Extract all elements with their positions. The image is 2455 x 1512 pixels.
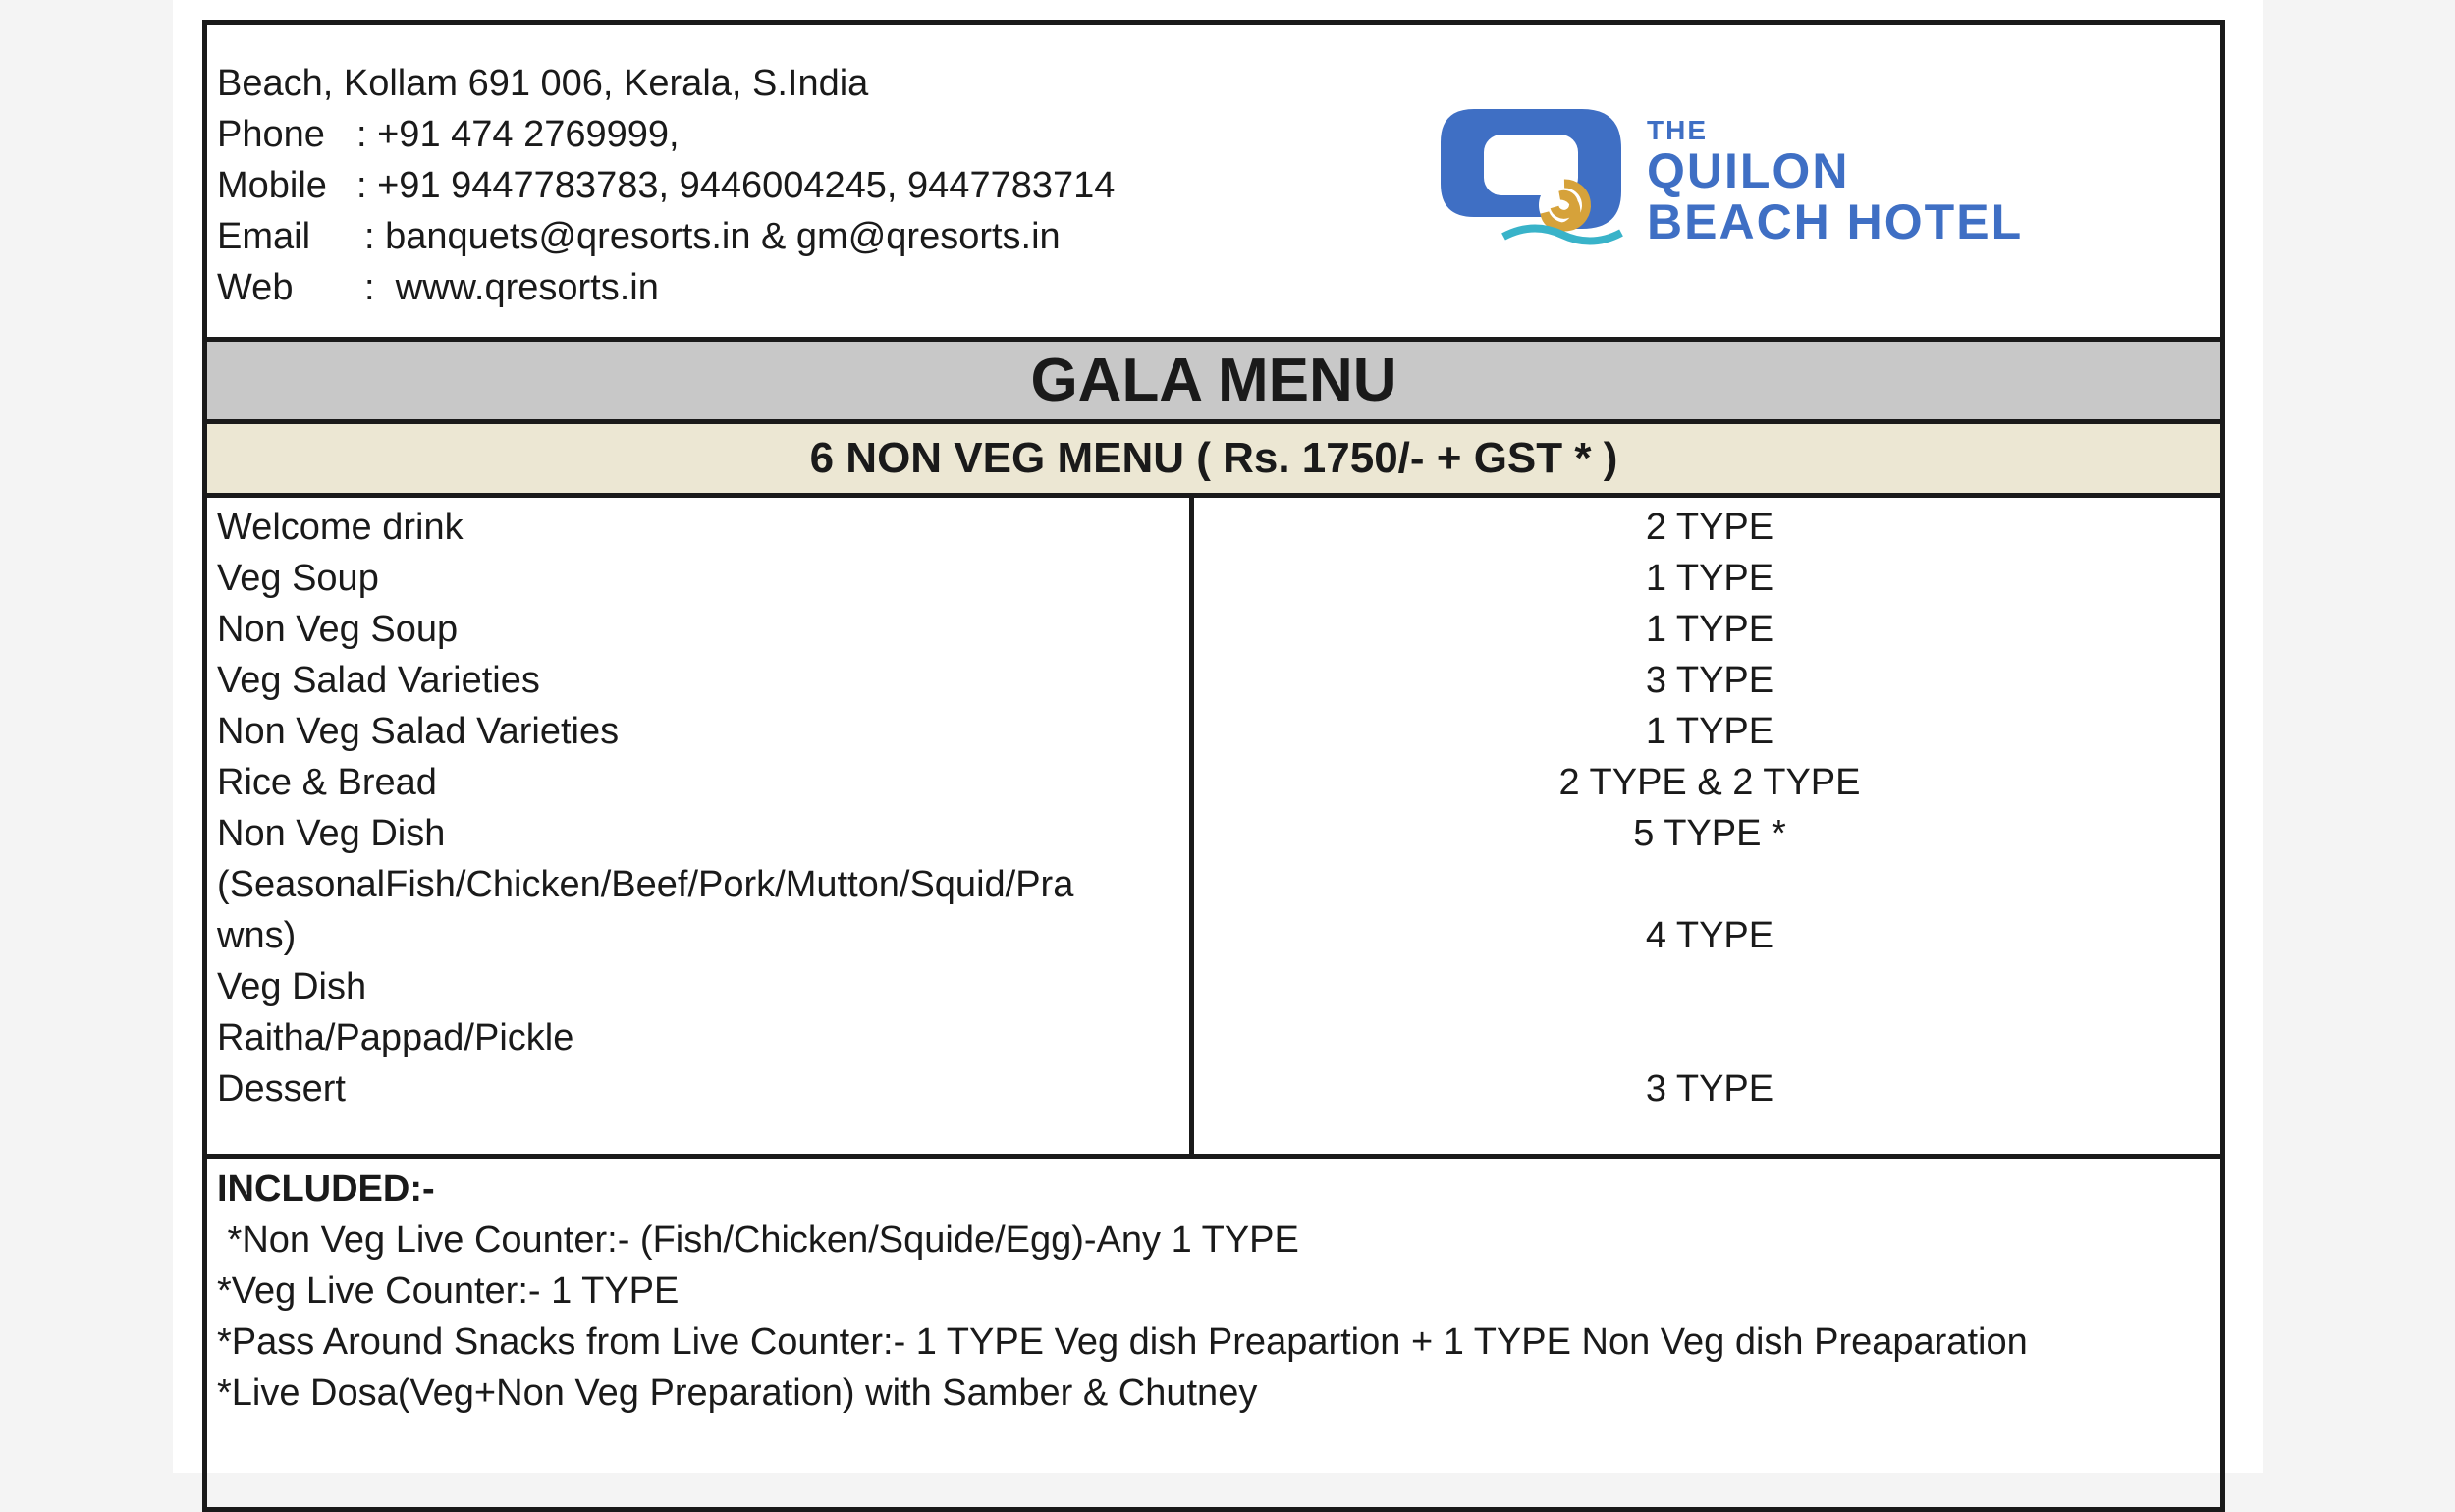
logo-the: THE: [1647, 115, 1708, 145]
email-line: [217, 211, 1115, 262]
menu-quantity: 3 TYPE: [1645, 660, 1774, 701]
email-value: : banquets@qresorts.in & gm@qresorts.in: [364, 216, 1061, 257]
contact-block: [217, 58, 1115, 313]
menu-quantity: 3 TYPE: [1645, 1068, 1774, 1109]
menu-item: Non Veg Soup: [217, 609, 459, 650]
menu-item: Non Veg Salad Varieties: [217, 711, 620, 752]
included-line: *Non Veg Live Counter:- (Fish/Chicken/Squide/Egg)-Any 1 TYPE: [217, 1219, 1299, 1261]
menu-quantity: 4 TYPE: [1645, 915, 1774, 956]
logo-line1: QUILON: [1647, 143, 1850, 198]
menu-item: Veg Soup: [217, 558, 379, 599]
menu-subtitle: 6 NON VEG MENU ( Rs. 1750/- + GST * ): [207, 424, 2220, 498]
included-line: *Veg Live Counter:- 1 TYPE: [217, 1270, 680, 1312]
menu-item: Welcome drink: [217, 507, 464, 548]
included-title: INCLUDED:-: [217, 1168, 435, 1210]
web-line: [217, 262, 1115, 313]
menu-item: Non Veg Dish: [217, 813, 446, 854]
mobile-line: [217, 160, 1115, 211]
menu-quantity: 1 TYPE: [1645, 609, 1774, 650]
phone-line: [217, 109, 1115, 160]
q-shell-logo-icon: [1435, 101, 1631, 248]
included-line: *Live Dosa(Veg+Non Veg Preparation) with Samber & Chutney: [217, 1373, 1258, 1414]
phone-value: : +91 474 2769999,: [356, 114, 680, 155]
menu-title: GALA MENU: [207, 342, 2220, 424]
menu-item: Veg Dish: [217, 966, 367, 1007]
mobile-label: Mobile: [217, 165, 327, 206]
menu-item: Dessert: [217, 1068, 346, 1109]
email-label: Email: [217, 216, 311, 257]
web-value: : www.qresorts.in: [364, 267, 659, 308]
hotel-logo: [1435, 101, 2142, 258]
menu-item: wns): [217, 915, 297, 956]
menu-item: (SeasonalFish/Chicken/Beef/Pork/Mutton/Squid/Pra: [217, 864, 1074, 905]
logo-line2: BEACH HOTEL: [1647, 194, 2024, 249]
menu-quantity: 2 TYPE: [1645, 507, 1774, 548]
menu-quantity: 2 TYPE & 2 TYPE: [1558, 762, 1861, 803]
menu-quantity: 1 TYPE: [1645, 711, 1774, 752]
mobile-value: : +91 9447783783, 9446004245, 9447783714: [356, 165, 1116, 206]
menu-item: Raitha/Pappad/Pickle: [217, 1017, 574, 1058]
included-line: *Pass Around Snacks from Live Counter:- 1 TYPE Veg dish Preapartion + 1 TYPE Non Veg dish Preaparation: [217, 1322, 2028, 1363]
menu-quantity: 1 TYPE: [1645, 558, 1774, 599]
header-section: [207, 25, 2220, 342]
web-label: Web: [217, 267, 294, 308]
menu-items-column: [207, 498, 1194, 1154]
menu-quantity: 5 TYPE *: [1633, 813, 1786, 854]
included-section: [217, 1163, 2210, 1419]
menu-table: [207, 498, 2220, 1159]
address-line: Beach, Kollam 691 006, Kerala, S.India: [217, 63, 869, 104]
menu-item: Veg Salad Varieties: [217, 660, 540, 701]
phone-label: Phone: [217, 114, 325, 155]
menu-item: Rice & Bread: [217, 762, 437, 803]
logo-wordmark: [1647, 115, 2024, 249]
menu-quantity-column: [1194, 498, 2225, 1154]
menu-document: [202, 20, 2225, 1512]
